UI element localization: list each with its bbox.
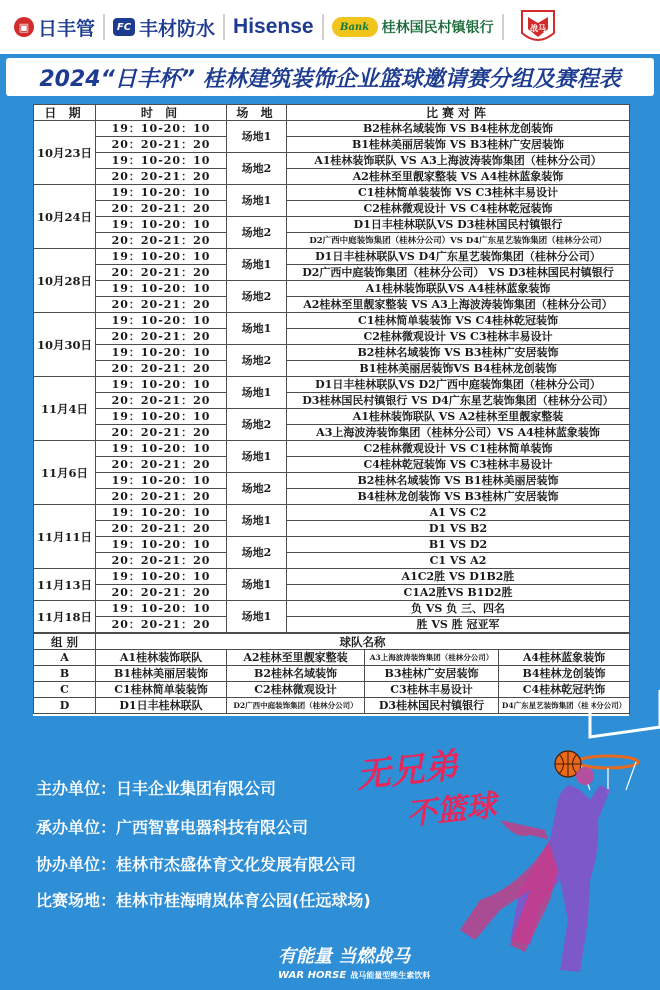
schedule-time: 19：10-20：10 bbox=[96, 505, 227, 521]
player-silhouette-icon bbox=[460, 767, 610, 972]
sponsor-bank-name: 桂林国民村镇银行 bbox=[381, 20, 494, 36]
group-label: A bbox=[34, 650, 96, 666]
schedule-time: 20：20-21：20 bbox=[96, 233, 227, 249]
organizer-value: 日丰企业集团有限公司 bbox=[116, 779, 277, 798]
schedule-row bbox=[34, 329, 630, 345]
schedule-time: 20：20-21：20 bbox=[96, 361, 227, 377]
basketball-player-illustration bbox=[440, 690, 660, 980]
schedule-time: 19：10-20：10 bbox=[96, 473, 227, 489]
schedule-date: 10月24日 bbox=[34, 185, 96, 249]
group-team: C1桂林简单装装饰 bbox=[96, 682, 227, 698]
header-venue: 场 地 bbox=[227, 105, 287, 121]
organizer-line bbox=[36, 852, 496, 875]
schedule-row bbox=[34, 121, 630, 137]
schedule-match: D1 VS B2 bbox=[287, 521, 630, 537]
organizer-label: 主办单位： bbox=[36, 779, 117, 798]
warhorse-badge-icon bbox=[518, 7, 558, 47]
schedule-time: 19：10-20：10 bbox=[96, 409, 227, 425]
schedule-time: 19：10-20：10 bbox=[96, 377, 227, 393]
schedule-row bbox=[34, 361, 630, 377]
schedule-match: A1C2胜 VS D1B2胜 bbox=[287, 569, 630, 585]
group-team: C3桂林丰易设计 bbox=[365, 682, 499, 698]
schedule-row bbox=[34, 489, 630, 505]
schedule-time: 20：20-21：20 bbox=[96, 297, 227, 313]
schedule-row bbox=[34, 617, 630, 633]
schedule-row bbox=[34, 169, 630, 185]
schedule-match: C1桂林简单装装饰 VS C4桂林乾冠装饰 bbox=[287, 313, 630, 329]
organizer-label: 承办单位： bbox=[36, 818, 117, 837]
schedule-time: 20：20-21：20 bbox=[96, 489, 227, 505]
header-date: 日 期 bbox=[34, 105, 96, 121]
warhorse-brand bbox=[278, 942, 430, 981]
schedule-match: D2广西中庭装饰集团（桂林分公司）VS D4广东星艺装饰集团（桂林分公司） bbox=[287, 233, 630, 249]
schedule-row bbox=[34, 505, 630, 521]
bank-icon: Bank bbox=[332, 17, 378, 37]
schedule-time: 19：10-20：10 bbox=[96, 313, 227, 329]
slogan-line1: 无兄弟 bbox=[354, 745, 461, 797]
schedule-match: B2桂林名域装饰 VS B3桂林广安居装饰 bbox=[287, 345, 630, 361]
group-team: D3桂林国民村镇银行 bbox=[365, 698, 499, 714]
schedule-time: 19：10-20：10 bbox=[96, 217, 227, 233]
schedule-match: D1日丰桂林联队VS D4广东星艺装饰集团（桂林分公司） bbox=[287, 249, 630, 265]
schedule-time: 19：10-20：10 bbox=[96, 281, 227, 297]
header-group: 组 别 bbox=[34, 634, 96, 650]
schedule-date: 11月6日 bbox=[34, 441, 96, 505]
header-time: 时 间 bbox=[96, 105, 227, 121]
group-label: D bbox=[34, 698, 96, 714]
schedule-time: 20：20-21：20 bbox=[96, 521, 227, 537]
schedule-table-wrap bbox=[33, 104, 629, 716]
schedule-time: 19：10-20：10 bbox=[96, 121, 227, 137]
schedule-match: B2桂林名域装饰 VS B1桂林美丽居装饰 bbox=[287, 473, 630, 489]
group-team: C4桂林乾冠装饰 bbox=[499, 682, 630, 698]
organizer-label: 比赛场地： bbox=[36, 891, 117, 910]
group-label: C bbox=[34, 682, 96, 698]
schedule-venue: 场地1 bbox=[227, 377, 287, 409]
schedule-match: C1A2胜VS B1D2胜 bbox=[287, 585, 630, 601]
sponsor-bar bbox=[0, 0, 660, 54]
schedule-time: 20：20-21：20 bbox=[96, 393, 227, 409]
schedule-time: 19：10-20：10 bbox=[96, 345, 227, 361]
schedule-time: 20：20-21：20 bbox=[96, 265, 227, 281]
organizer-value: 桂林市杰盛体育文化发展有限公司 bbox=[116, 855, 357, 874]
schedule-row bbox=[34, 601, 630, 617]
schedule-match: A1桂林装饰联队VS A4桂林蓝象装饰 bbox=[287, 281, 630, 297]
schedule-row bbox=[34, 201, 630, 217]
schedule-match: B4桂林龙创装饰 VS B3桂林广安居装饰 bbox=[287, 489, 630, 505]
sponsor-divider bbox=[223, 14, 225, 40]
schedule-row bbox=[34, 297, 630, 313]
schedule-venue: 场地2 bbox=[227, 281, 287, 313]
schedule-match: C2桂林微观设计 VS C1桂林简单装饰 bbox=[287, 441, 630, 457]
schedule-match: C1桂林简单装装饰 VS C3桂林丰易设计 bbox=[287, 185, 630, 201]
schedule-venue: 场地1 bbox=[227, 249, 287, 281]
schedule-match: C2桂林微观设计 VS C4桂林乾冠装饰 bbox=[287, 201, 630, 217]
schedule-row bbox=[34, 153, 630, 169]
schedule-venue: 场地2 bbox=[227, 153, 287, 185]
group-team: D4广东星艺装饰集团（桂林分公司） bbox=[499, 698, 630, 714]
schedule-row bbox=[34, 345, 630, 361]
schedule-row bbox=[34, 537, 630, 553]
group-team: D2广西中庭装饰集团（桂林分公司） bbox=[227, 698, 365, 714]
schedule-row bbox=[34, 457, 630, 473]
schedule-match: A3上海波涛装饰集团（桂林分公司）VS A4桂林蓝象装饰 bbox=[287, 425, 630, 441]
schedule-row bbox=[34, 377, 630, 393]
group-team: B4桂林龙创装饰 bbox=[499, 666, 630, 682]
schedule-venue: 场地1 bbox=[227, 185, 287, 217]
organizer-line bbox=[36, 888, 496, 911]
schedule-venue: 场地2 bbox=[227, 537, 287, 569]
schedule-time: 19：10-20：10 bbox=[96, 249, 227, 265]
group-team: A2桂林至里靓家整装 bbox=[227, 650, 365, 666]
schedule-row bbox=[34, 233, 630, 249]
schedule-time: 19：10-20：10 bbox=[96, 569, 227, 585]
schedule-venue: 场地1 bbox=[227, 505, 287, 537]
schedule-row bbox=[34, 137, 630, 153]
schedule-match: D1日丰桂林联队VS D3桂林国民村镇银行 bbox=[287, 217, 630, 233]
schedule-time: 20：20-21：20 bbox=[96, 201, 227, 217]
schedule-time: 19：10-20：10 bbox=[96, 185, 227, 201]
group-team: D1日丰桂林联队 bbox=[96, 698, 227, 714]
schedule-row bbox=[34, 185, 630, 201]
schedule-row bbox=[34, 521, 630, 537]
schedule-time: 20：20-21：20 bbox=[96, 425, 227, 441]
schedule-match: B1桂林美丽居装饰VS B4桂林龙创装饰 bbox=[287, 361, 630, 377]
schedule-venue: 场地2 bbox=[227, 409, 287, 441]
schedule-match: A1桂林装饰联队 VS A2桂林至里靓家整装 bbox=[287, 409, 630, 425]
schedule-match: D3桂林国民村镇银行 VS D4广东星艺装饰集团（桂林分公司） bbox=[287, 393, 630, 409]
sponsor-rifeng-name: 日丰管 bbox=[38, 17, 96, 40]
sponsor-rifeng-logo bbox=[14, 12, 95, 42]
schedule-row bbox=[34, 553, 630, 569]
schedule-date: 10月30日 bbox=[34, 313, 96, 377]
sponsor-bank-logo bbox=[332, 12, 494, 42]
schedule-time: 19：10-20：10 bbox=[96, 537, 227, 553]
rifeng-icon: ▣ bbox=[14, 17, 34, 37]
schedule-match: 胜 VS 胜 冠亚军 bbox=[287, 617, 630, 633]
schedule-body bbox=[34, 105, 630, 633]
group-team: B2桂林名域装饰 bbox=[227, 666, 365, 682]
schedule-match: B1 VS D2 bbox=[287, 537, 630, 553]
schedule-row bbox=[34, 569, 630, 585]
schedule-venue: 场地1 bbox=[227, 601, 287, 633]
slogan-line2: 不篮球 bbox=[404, 788, 498, 833]
schedule-row bbox=[34, 441, 630, 457]
group-team: C2桂林微观设计 bbox=[227, 682, 365, 698]
schedule-match: 负 VS 负 三、四名 bbox=[287, 601, 630, 617]
schedule-match: D2广西中庭装饰集团（桂林分公司） VS D3桂林国民村镇银行 bbox=[287, 265, 630, 281]
schedule-row bbox=[34, 313, 630, 329]
schedule-date: 10月28日 bbox=[34, 249, 96, 313]
schedule-venue: 场地1 bbox=[227, 313, 287, 345]
header-match: 比赛对阵 bbox=[287, 105, 630, 121]
schedule-table bbox=[33, 104, 630, 633]
schedule-row bbox=[34, 409, 630, 425]
group-label: B bbox=[34, 666, 96, 682]
sponsor-divider bbox=[322, 14, 324, 40]
schedule-match: A1 VS C2 bbox=[287, 505, 630, 521]
schedule-match: D1日丰桂林联队VS D2广西中庭装饰集团（桂林分公司） bbox=[287, 377, 630, 393]
schedule-row bbox=[34, 281, 630, 297]
schedule-date: 10月23日 bbox=[34, 121, 96, 185]
schedule-match: A2桂林至里靓家整装 VS A4桂林蓝象装饰 bbox=[287, 169, 630, 185]
schedule-match: C2桂林微观设计 VS C3桂林丰易设计 bbox=[287, 329, 630, 345]
organizer-value: 桂林市桂海晴岚体育公园(任远球场) bbox=[116, 891, 371, 910]
schedule-venue: 场地2 bbox=[227, 473, 287, 505]
organizer-value: 广西智喜电器科技有限公司 bbox=[116, 818, 309, 837]
schedule-time: 19：10-20：10 bbox=[96, 441, 227, 457]
schedule-match: B2桂林名域装饰 VS B4桂林龙创装饰 bbox=[287, 121, 630, 137]
group-team: A1桂林装饰联队 bbox=[96, 650, 227, 666]
schedule-time: 19：10-20：10 bbox=[96, 601, 227, 617]
sponsor-divider bbox=[502, 14, 504, 40]
schedule-venue: 场地1 bbox=[227, 441, 287, 473]
fengcai-icon: FC bbox=[113, 18, 135, 36]
schedule-time: 20：20-21：20 bbox=[96, 585, 227, 601]
organizer-label: 协办单位： bbox=[36, 855, 117, 874]
schedule-match: A1桂林装饰联队 VS A3上海波涛装饰集团（桂林分公司） bbox=[287, 153, 630, 169]
schedule-venue: 场地1 bbox=[227, 569, 287, 601]
schedule-time: 19：10-20：10 bbox=[96, 153, 227, 169]
brand-sub bbox=[278, 970, 430, 981]
sponsor-fengcai-name: 丰材防水 bbox=[139, 17, 216, 40]
schedule-date: 11月11日 bbox=[34, 505, 96, 569]
schedule-date: 11月13日 bbox=[34, 569, 96, 601]
schedule-venue: 场地1 bbox=[227, 121, 287, 153]
schedule-row bbox=[34, 217, 630, 233]
brand-main: 有能量 当燃战马 bbox=[278, 946, 411, 967]
schedule-date: 11月4日 bbox=[34, 377, 96, 441]
schedule-row bbox=[34, 393, 630, 409]
group-row bbox=[34, 650, 630, 666]
schedule-time: 20：20-21：20 bbox=[96, 329, 227, 345]
brand-sub-en: WAR HORSE bbox=[278, 970, 347, 981]
sponsor-fengcai-logo bbox=[113, 12, 215, 42]
schedule-row bbox=[34, 585, 630, 601]
sponsor-divider bbox=[103, 14, 105, 40]
schedule-venue: 场地2 bbox=[227, 217, 287, 249]
warhorse-badge-text: 战马 bbox=[529, 24, 546, 33]
schedule-row bbox=[34, 249, 630, 265]
group-row bbox=[34, 666, 630, 682]
schedule-row bbox=[34, 473, 630, 489]
schedule-venue: 场地2 bbox=[227, 345, 287, 377]
header-teams: 球队名称 bbox=[96, 634, 630, 650]
brand-sub-cn: 战马能量型维生素饮料 bbox=[350, 971, 431, 980]
schedule-date: 11月18日 bbox=[34, 601, 96, 633]
group-team: B3桂林广安居装饰 bbox=[365, 666, 499, 682]
schedule-time: 20：20-21：20 bbox=[96, 553, 227, 569]
schedule-time: 20：20-21：20 bbox=[96, 617, 227, 633]
sponsor-hisense-logo bbox=[233, 12, 314, 42]
schedule-match: B1桂林美丽居装饰 VS B3桂林广安居装饰 bbox=[287, 137, 630, 153]
schedule-time: 20：20-21：20 bbox=[96, 169, 227, 185]
schedule-time: 20：20-21：20 bbox=[96, 457, 227, 473]
group-team: A4桂林蓝象装饰 bbox=[499, 650, 630, 666]
schedule-time: 20：20-21：20 bbox=[96, 137, 227, 153]
schedule-header-row bbox=[34, 105, 630, 121]
sponsor-hisense-name: Hisense bbox=[233, 15, 314, 38]
page-title: 2024“日丰杯” 桂林建筑装饰企业篮球邀请赛分组及赛程表 bbox=[6, 58, 654, 96]
schedule-row bbox=[34, 265, 630, 281]
group-team: A3上海波涛装饰集团（桂林分公司） bbox=[365, 650, 499, 666]
schedule-match: A2桂林至里靓家整装 VS A3上海波涛装饰集团（桂林分公司） bbox=[287, 297, 630, 313]
schedule-row bbox=[34, 425, 630, 441]
schedule-match: C4桂林乾冠装饰 VS C3桂林丰易设计 bbox=[287, 457, 630, 473]
schedule-match: C1 VS A2 bbox=[287, 553, 630, 569]
group-team: B1桂林美丽居装饰 bbox=[96, 666, 227, 682]
groups-header-row bbox=[34, 634, 630, 650]
